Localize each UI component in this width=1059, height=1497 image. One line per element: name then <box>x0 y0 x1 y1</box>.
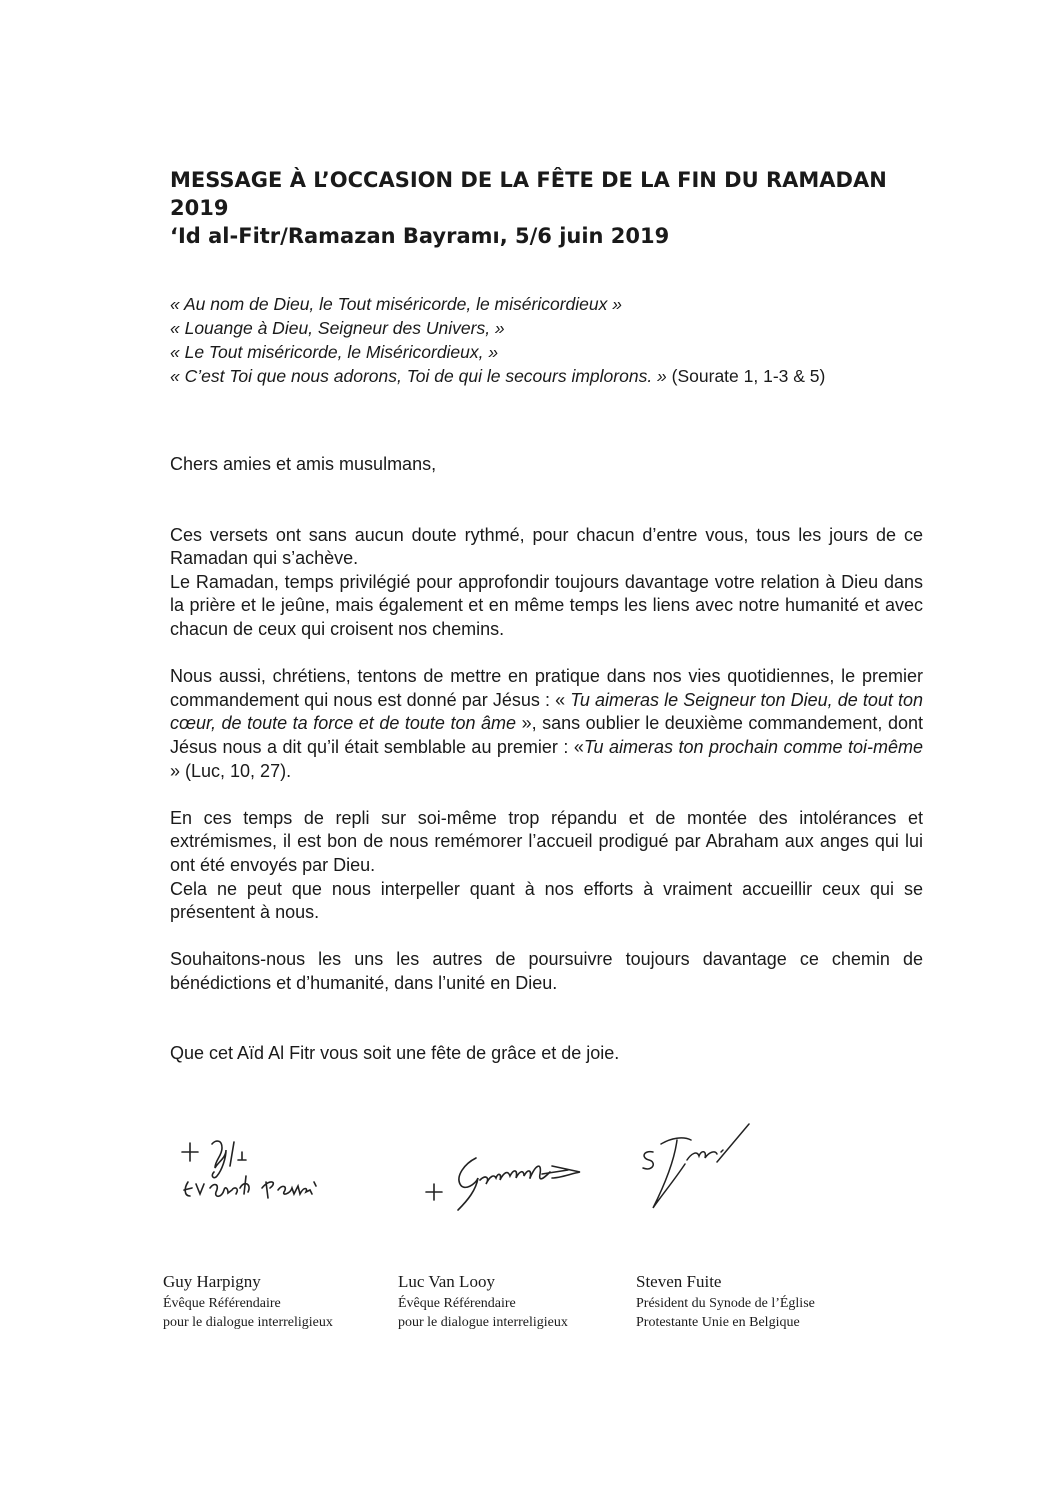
signatory-2 <box>398 1270 568 1332</box>
p2-part-c: », sans oublier le deuxième commandement, dont Jésus nous a dit qu’il était semblable au premier : « <box>170 713 923 757</box>
signature-steven-fuite <box>625 1110 765 1220</box>
greeting: Chers amies et amis musulmans, <box>170 454 437 474</box>
signatory-3-name: Steven Fuite <box>636 1272 722 1291</box>
p2-part-e: » (Luc, 10, 27). <box>170 760 292 781</box>
title-line-2: 2019 <box>170 196 229 220</box>
p2-part-a: Nous aussi, chrétiens, tentons de mettre en pratique dans nos vies quotidiennes, le premier commandement qui nous est donné par Jésus : « <box>170 666 923 710</box>
signatory-3 <box>636 1270 815 1332</box>
signatory-3-role-2: Protestante Unie en Belgique <box>636 1315 800 1330</box>
quran-quotes <box>170 292 970 388</box>
paragraph-3b: Cela ne peut que nous interpeller quant à nos efforts à vraiment accueillir ceux qui se présentent à nous. <box>170 878 923 923</box>
signatory-2-role-2: pour le dialogue interreligieux <box>398 1315 568 1330</box>
quote-line-4 <box>170 364 970 388</box>
paragraph-2 <box>170 665 923 783</box>
paragraph-4: Souhaitons-nous les uns les autres de poursuivre toujours davantage ce chemin de bénédictions et d’humanité, dans l’unité en Dieu. <box>170 949 923 993</box>
signature-guy-harpigny <box>170 1130 370 1215</box>
title-line-3: ‘Id al-Fitr/Ramazan Bayramı, 5/6 juin 2019 <box>170 224 670 248</box>
paragraph-3a: En ces temps de repli sur soi-même trop répandu et de montée des intolérances et extrémismes, il est bon de nous remémorer l’accueil prodigué par Abraham aux anges qui lui ont été envoyés par Dieu. <box>170 807 923 875</box>
signatory-2-role-1: Évêque Référendaire <box>398 1296 516 1311</box>
letter-title <box>170 166 950 250</box>
signature-luc-van-looy <box>420 1148 600 1223</box>
quote-line-2: « Louange à Dieu, Seigneur des Univers, » <box>170 318 505 338</box>
signatory-1-role-1: Évêque Référendaire <box>163 1296 281 1311</box>
signatory-1 <box>163 1270 333 1332</box>
paragraph-1a: Ces versets ont sans aucun doute rythmé, pour chacun d’entre vous, tous les jours de ce Ramadan qui s’achève. <box>170 524 923 569</box>
title-line-1: MESSAGE À L’OCCASION DE LA FÊTE DE LA FIN DU RAMADAN <box>170 168 887 192</box>
p2-citation-2: Tu aimeras ton prochain comme toi-même <box>583 736 923 757</box>
closing: Que cet Aïd Al Fitr vous soit une fête de grâce et de joie. <box>170 1043 620 1064</box>
quote-line-1: « Au nom de Dieu, le Tout miséricorde, le miséricordieux » <box>170 294 622 314</box>
signatory-1-role-2: pour le dialogue interreligieux <box>163 1315 333 1330</box>
signatory-1-name: Guy Harpigny <box>163 1272 261 1291</box>
quote-line-4-text: « C’est Toi que nous adorons, Toi de qui le secours implorons. » <box>170 366 667 386</box>
p2-citation-1: Tu aimeras le Seigneur ton Dieu, de tout ton cœur, de toute ta force et de toute ton âme <box>170 689 923 734</box>
signatory-3-role-1: Président du Synode de l’Église <box>636 1296 815 1311</box>
paragraph-1b: Le Ramadan, temps privilégié pour approfondir toujours davantage votre relation à Dieu dans la prière et le jeûne, mais également et en même temps les liens avec notre humanité et avec chacun de ceux qui croisent nos chemins. <box>170 571 923 639</box>
letter-body <box>170 453 923 1066</box>
quote-reference: (Sourate 1, 1-3 & 5) <box>671 366 826 386</box>
quote-line-3: « Le Tout miséricorde, le Miséricordieux, » <box>170 342 499 362</box>
signatory-2-name: Luc Van Looy <box>398 1272 495 1291</box>
